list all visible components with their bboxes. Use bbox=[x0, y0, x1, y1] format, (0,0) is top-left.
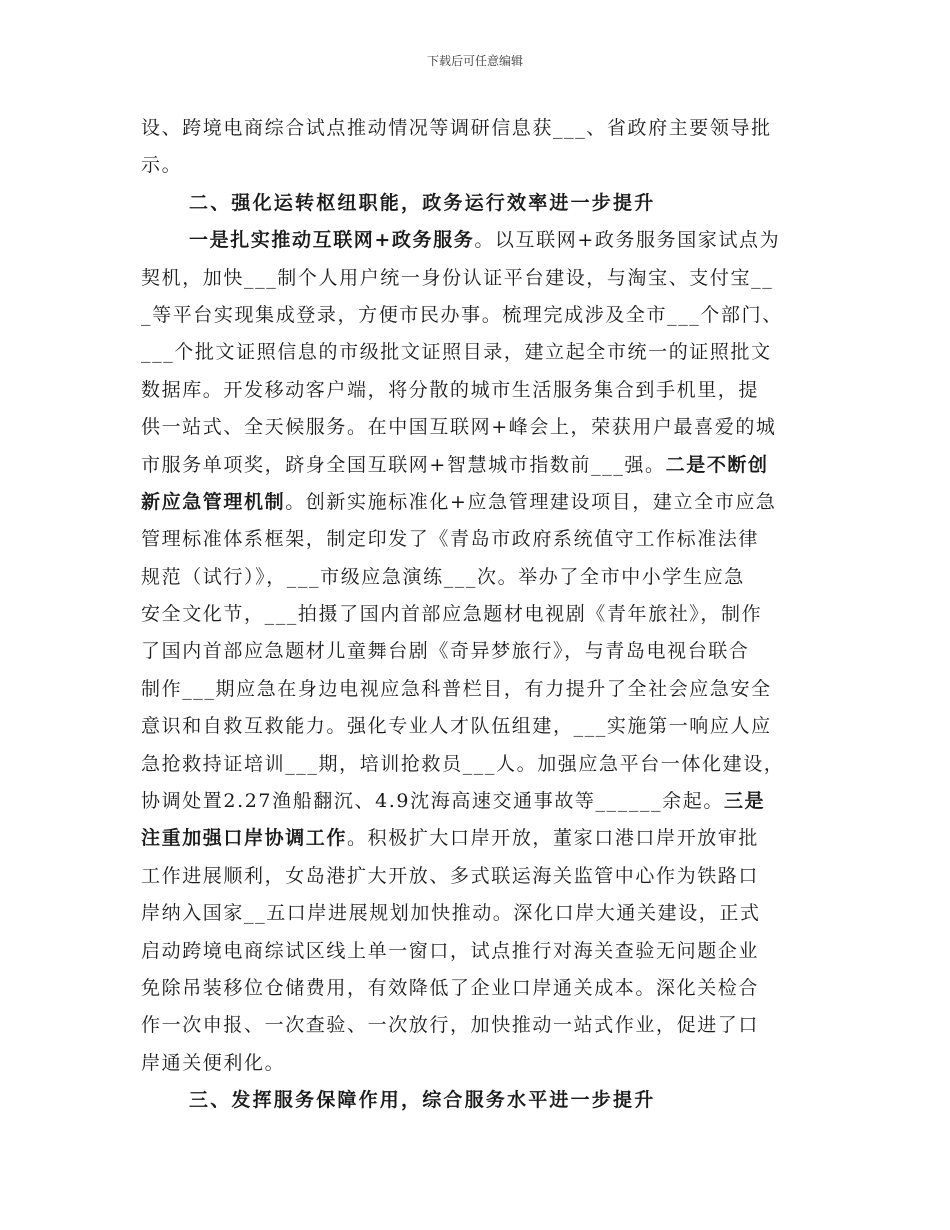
paragraph-line bbox=[141, 1045, 812, 1082]
bold-run: 三是 bbox=[723, 790, 766, 813]
paragraph-line bbox=[141, 671, 812, 708]
text-run: 管理标准体系框架，制定印发了《青岛市政府系统值守工作标准法律 bbox=[141, 528, 760, 551]
paragraph-line bbox=[141, 110, 812, 147]
text-run: 岸纳入国家__五口岸进展规划加快推动。深化口岸大通关建设，正式 bbox=[141, 902, 761, 925]
paragraph-line bbox=[141, 858, 812, 895]
paragraph-line bbox=[141, 260, 812, 297]
text-run: 急抢救持证培训___期，培训抢救员___人。加强应急平台一体化建设， bbox=[141, 752, 785, 775]
paragraph-line bbox=[141, 933, 812, 970]
text-run: 数据库。开发移动客户端，将分散的城市生活服务集合到手机里，提 bbox=[141, 378, 760, 401]
text-run: ___个批文证照信息的市级批文证照目录，建立起全市统一的证照批文 bbox=[141, 341, 772, 364]
paragraph-line bbox=[141, 633, 812, 670]
paragraph-line bbox=[141, 783, 812, 820]
text-run: 设、跨境电商综合试点推动情况等调研信息获___、省政府主要领导批 bbox=[141, 117, 772, 139]
text-run: 协调处置2.27渔船翻沉、4.9沈海高速交通事故等______余起。 bbox=[141, 790, 724, 813]
text-run: 规范（试行）》，___市级应急演练___次。举办了全市中小学生应急 bbox=[141, 565, 745, 588]
bold-run: 三、发挥服务保障作用，综合服务水平进一步提升 bbox=[189, 1089, 656, 1112]
paragraph-line bbox=[141, 746, 812, 783]
text-run: 岸通关便利化。 bbox=[141, 1051, 286, 1074]
paragraph-line bbox=[141, 521, 812, 558]
paragraph-line bbox=[141, 484, 812, 521]
paragraph-line bbox=[141, 447, 812, 484]
text-run: 示。 bbox=[141, 154, 183, 177]
section-heading bbox=[141, 185, 812, 222]
paragraph-line bbox=[141, 559, 812, 596]
text-run: 。以互联网+政务服务国家试点为 bbox=[474, 229, 781, 252]
section-heading bbox=[141, 1082, 812, 1119]
text-run: 作一次申报、一次查验、一次放行，加快推动一站式作业，促进了口 bbox=[141, 1014, 760, 1037]
bold-run: 一是扎实推动互联网+政务服务 bbox=[189, 229, 475, 252]
document-body bbox=[141, 110, 812, 1120]
paragraph-line bbox=[141, 334, 812, 371]
bold-run: 注重加强口岸协调工作 bbox=[141, 827, 348, 850]
text-run: 启动跨境电商综试区线上单一窗口，试点推行对海关查验无问题企业 bbox=[141, 939, 760, 962]
paragraph-line bbox=[141, 970, 812, 1007]
bold-run: 二是不断创 bbox=[665, 453, 769, 476]
paragraph-line bbox=[141, 147, 812, 184]
text-run: _等平台实现集成登录，方便市民办事。梳理完成涉及全市___个部门、 bbox=[141, 303, 783, 326]
paragraph-line bbox=[141, 708, 812, 745]
paragraph-line bbox=[141, 895, 812, 932]
paragraph-line bbox=[141, 372, 812, 409]
text-run: 工作进展顺利，女岛港扩大开放、多式联运海关监管中心作为铁路口 bbox=[141, 864, 760, 887]
paragraph-line bbox=[141, 596, 812, 633]
paragraph-line bbox=[141, 297, 812, 334]
paragraph-line bbox=[141, 1007, 812, 1044]
text-run: 安全文化节，___拍摄了国内首部应急题材电视剧《青年旅社》，制作 bbox=[141, 603, 763, 626]
bold-run: 二、强化运转枢纽职能，政务运行效率进一步提升 bbox=[189, 191, 656, 214]
paragraph-line bbox=[141, 820, 812, 857]
text-run: 。积极扩大口岸开放，董家口港口岸开放审批 bbox=[347, 827, 760, 850]
paragraph-line bbox=[141, 222, 812, 259]
page-header: 下载后可任意编辑 bbox=[426, 54, 523, 68]
text-run: 意识和自救互救能力。强化专业人才队伍组建，___实施第一响应人应 bbox=[141, 715, 772, 738]
bold-run: 新应急管理机制 bbox=[141, 490, 286, 513]
text-run: 。创新实施标准化+应急管理建设项目，建立全市应急 bbox=[285, 490, 777, 513]
text-run: 了国内首部应急题材儿童舞台剧《奇异梦旅行》，与青岛电视台联合 bbox=[141, 640, 750, 663]
text-run: 供一站式、全天候服务。在中国互联网+峰会上，荣获用户最喜爱的城 bbox=[141, 416, 777, 439]
text-run: 免除吊装移位仓储费用，有效降低了企业口岸通关成本。深化关检合 bbox=[141, 976, 760, 999]
text-run: 市服务单项奖，跻身全国互联网+智慧城市指数前___强。 bbox=[141, 453, 666, 476]
paragraph-line bbox=[141, 409, 812, 446]
text-run: 制作___期应急在身边电视应急科普栏目，有力提升了全社会应急安全 bbox=[141, 677, 772, 700]
text-run: 契机，加快___制个人用户统一身份认证平台建设，与淘宝、支付宝__ bbox=[141, 266, 774, 289]
